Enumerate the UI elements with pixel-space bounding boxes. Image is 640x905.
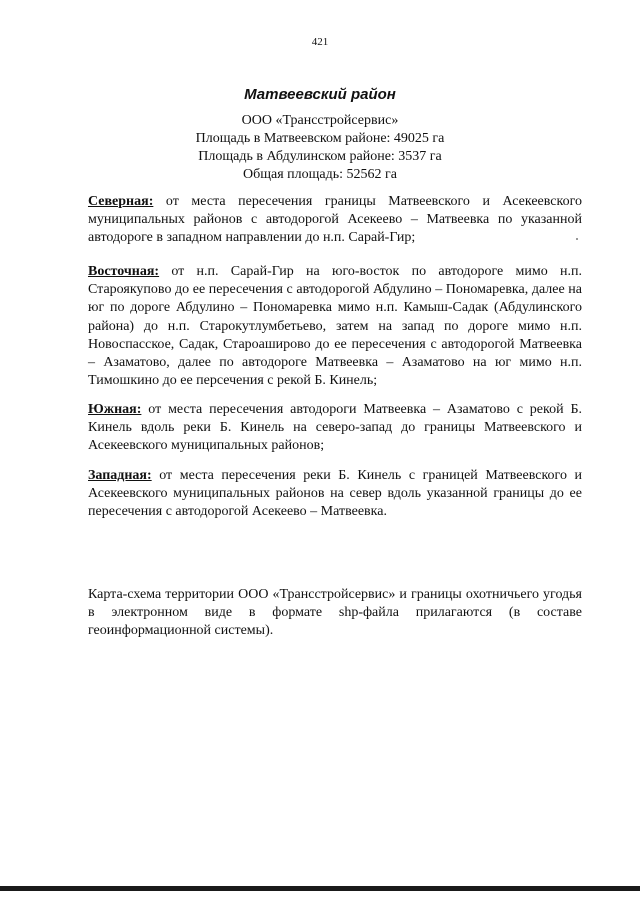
boundary-north-label: Северная: [88, 194, 154, 209]
boundary-west-text: от места пересечения реки Б. Кинель с границей Матвеевского и Асекеевского муниципальных районов на север вдоль указанной границы до ее пересечения с автодорогой Асекеево – Матвеевка. [88, 468, 582, 520]
boundary-south [88, 401, 582, 456]
organization-name: ООО «Трансстройсервис» [241, 113, 399, 128]
boundary-south-text: от места пересечения автодороги Матвеевка – Азаматово с рекой Б. Кинель вдоль реки Б. Кинель на северо-запад до границы Матвеевского и Асекеевского муниципальных районов; [88, 402, 582, 454]
bottom-rule [0, 886, 640, 891]
boundary-east-text: от н.п. Сарай-Гир на юго-восток по автодороге мимо н.п. Староякупово до ее пересечения с автодорогой Абдулино – Пономаревка, далее на юг по дороге Абдулино – Пономаревка мимо н.п. Камыш-Садак (Абдулинского района) до н.п. Старокутлумбетьево, затем на запад по дороге мимо н.п. Новоспасское, Садак, Староаширово до ее пересечения с автодорогой Матвеевка – Азаматово, далее по автодороге Матвеевка – Азаматово на юг мимо н.п. Тимошкино до ее персечения с рекой Б. Кинель; [88, 264, 582, 389]
boundary-north-text: от места пересечения границы Матвеевского и Асекеевского муниципальных районов с автодорогой Асекеево – Матвеевка по указанной автодороге в западном направлении до н.п. Сарай-Гир; [88, 194, 582, 246]
area-matveevsky: Площадь в Матвеевском районе: 49025 га [195, 131, 445, 146]
attachment-note: Карта-схема территории ООО «Трансстройсервис» и границы охотничьего угодья в электронном виде в формате shp-файла прилагаются (в составе геоинформационной системы). [88, 587, 582, 639]
boundary-east [88, 263, 582, 390]
scan-speck [576, 238, 578, 240]
page-number: 421 [311, 36, 329, 48]
boundary-south-label: Южная: [88, 402, 142, 417]
district-title: Матвеевский район [244, 86, 396, 103]
area-total: Общая площадь: 52562 га [243, 167, 397, 182]
boundary-west [88, 467, 582, 522]
area-abdulinsky: Площадь в Абдулинском районе: 3537 га [198, 149, 442, 164]
boundary-west-label: Западная: [88, 468, 152, 483]
boundary-north [88, 193, 582, 248]
header-block [0, 112, 640, 184]
boundary-east-label: Восточная: [88, 264, 160, 279]
